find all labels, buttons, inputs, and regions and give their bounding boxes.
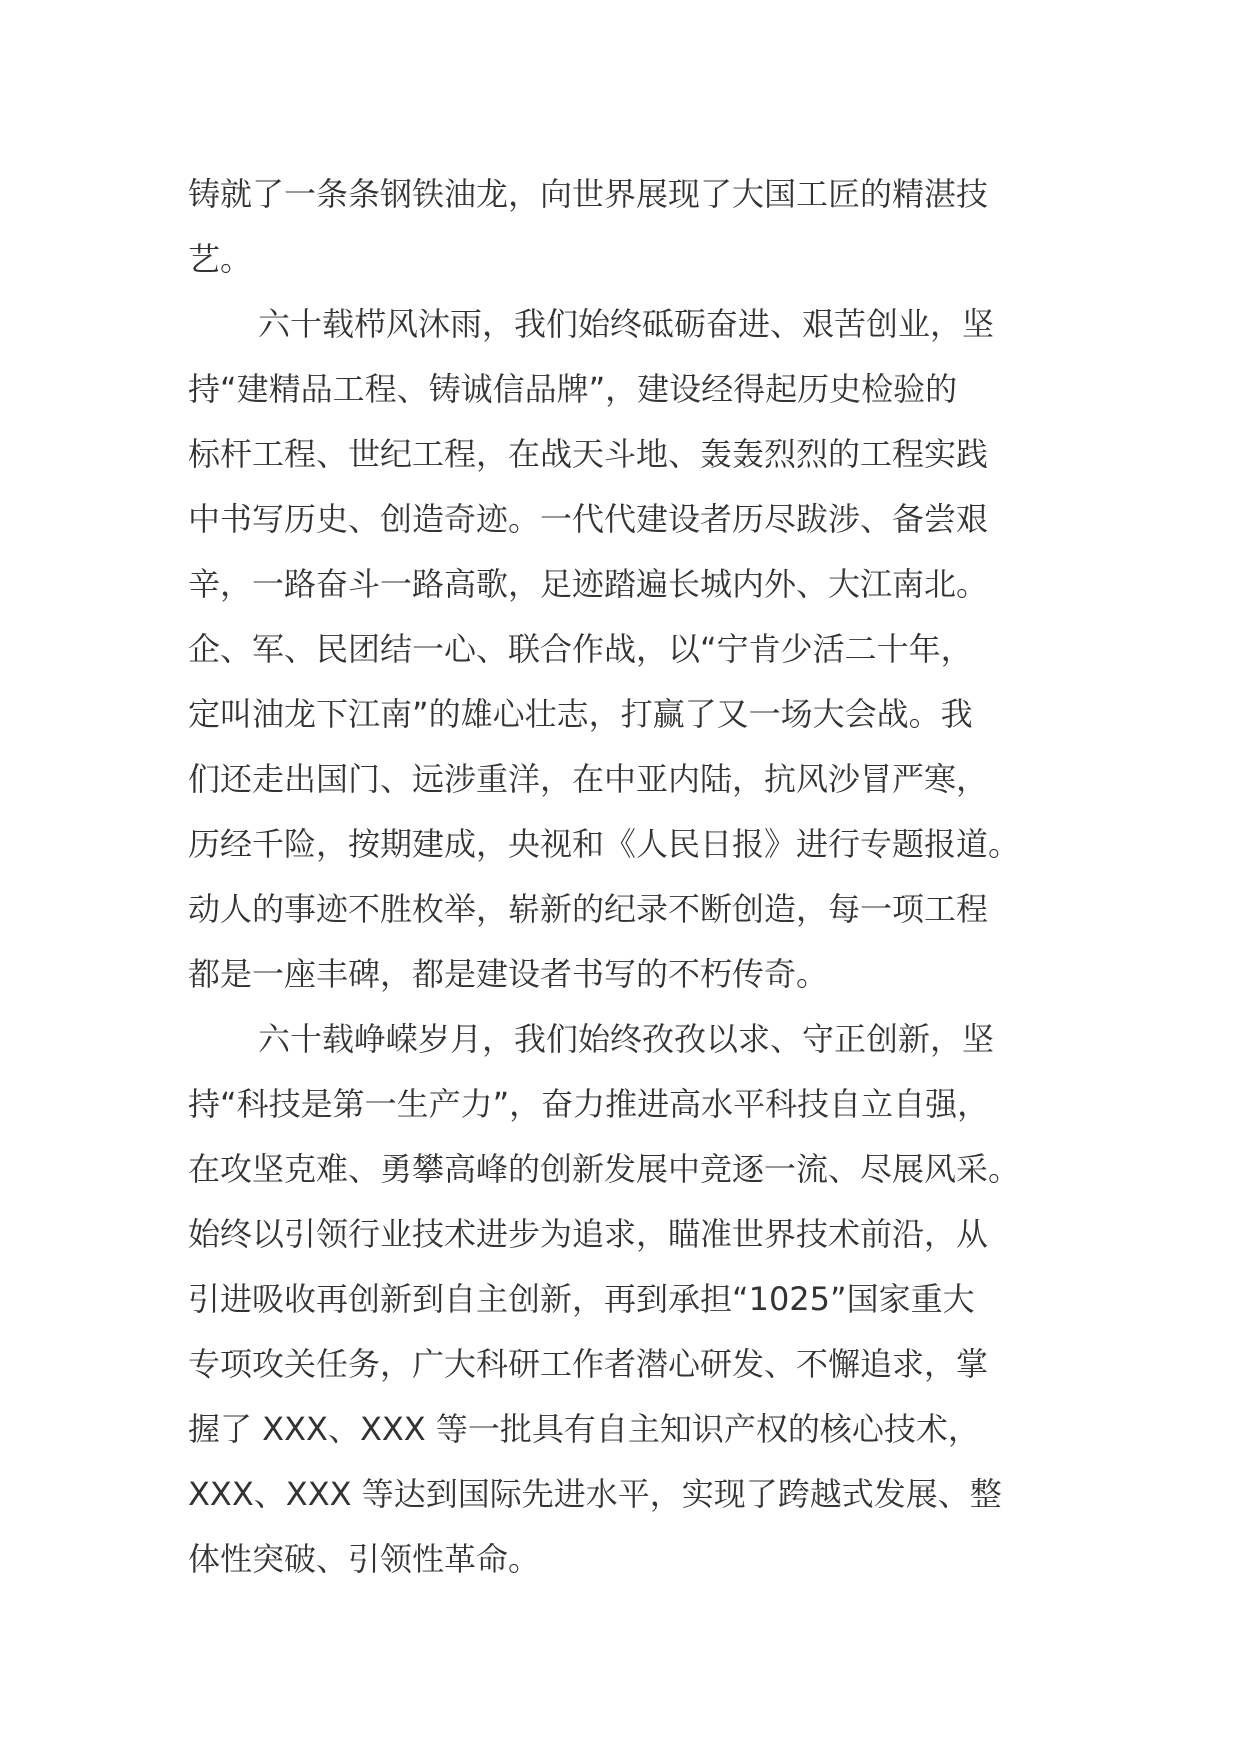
text-line: 历经千险，按期建成，央视和《人民日报》进行专题报道。 [188, 825, 1021, 863]
text-line: 动人的事迹不胜枚举，崭新的纪录不断创造，每一项工程 [188, 890, 989, 928]
text-line: 们还走出国门、远涉重洋，在中亚内陆，抗风沙冒严寒， [188, 760, 989, 798]
text-line: 标杆工程、世纪工程，在战天斗地、轰轰烈烈的工程实践 [188, 435, 989, 473]
text-line: XXX、XXX 等达到国际先进水平，实现了跨越式发展、整 [188, 1475, 1002, 1513]
paragraph-1 [188, 162, 1068, 292]
text-line: 在攻坚克难、勇攀高峰的创新发展中竞逐一流、尽展风采。 [188, 1150, 1021, 1188]
text-line-first: 六十载栉风沐雨，我们始终砥砺奋进、艰苦创业，坚 [258, 305, 995, 343]
text-line: 辛，一路奋斗一路高歌，足迹踏遍长城内外、大江南北。 [188, 565, 989, 603]
paragraph-2 [188, 292, 1068, 1007]
text-line: 引进吸收再创新到自主创新，再到承担“1025”国家重大 [188, 1280, 975, 1318]
text-line: 专项攻关任务，广大科研工作者潜心研发、不懈追求，掌 [188, 1345, 989, 1383]
text-line: 铸就了一条条钢铁油龙，向世界展现了大国工匠的精湛技 [188, 175, 989, 213]
text-line: 定叫油龙下江南”的雄心壮志，打赢了又一场大会战。我 [188, 695, 973, 733]
text-line: 体性突破、引领性革命。 [188, 1540, 541, 1578]
text-line: 都是一座丰碑，都是建设者书写的不朽传奇。 [188, 955, 829, 993]
text-line: 始终以引领行业技术进步为追求，瞄准世界技术前沿，从 [188, 1215, 989, 1253]
body-text [188, 162, 1068, 1592]
text-line: 持“科技是第一生产力”，奋力推进高水平科技自立自强， [188, 1085, 990, 1123]
text-line: 持“建精品工程、铸诚信品牌”，建设经得起历史检验的 [188, 370, 958, 408]
text-line: 企、军、民团结一心、联合作战，以“宁肯少活二十年， [188, 630, 973, 668]
text-line: 中书写历史、创造奇迹。一代代建设者历尽跋涉、备尝艰 [188, 500, 989, 538]
text-line: 握了 XXX、XXX 等一批具有自主知识产权的核心技术， [188, 1410, 980, 1448]
text-line-first: 六十载峥嵘岁月，我们始终孜孜以求、守正创新，坚 [258, 1020, 995, 1058]
paragraph-3 [188, 1007, 1068, 1592]
text-line: 艺。 [188, 240, 253, 278]
